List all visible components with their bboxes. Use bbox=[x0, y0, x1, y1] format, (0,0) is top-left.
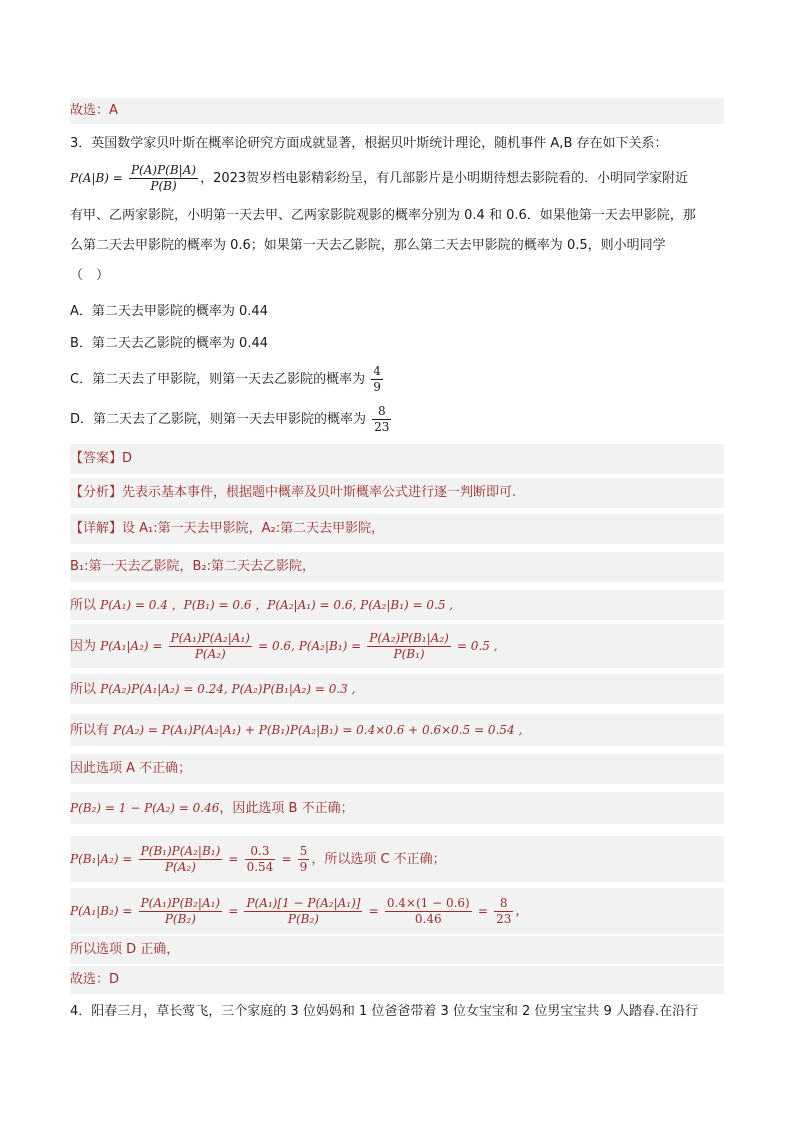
detail-line-9-num-3: 5 bbox=[299, 844, 308, 858]
q3-line3 bbox=[70, 206, 724, 226]
detail-line-8-math: P(B₂) = 1 − P(A₂) = 0.46 bbox=[70, 801, 220, 815]
detail-line-9-den-1: P(A₂) bbox=[164, 860, 196, 874]
detail-line-9-lhs: P(B₁|A₂) = bbox=[70, 852, 133, 866]
detail-line-4-den-1: P(A₂) bbox=[194, 647, 226, 661]
detail-line-3-math: P(A₁) = 0.4 ，P(B₁) = 0.6 ，P(A₂|A₁) = 0.6, P(A₂|B₁) = 0.5 , bbox=[100, 598, 454, 612]
bayes-formula-lhs: P(A|B) = bbox=[70, 171, 123, 185]
q3-line4-text: 么第二天去甲影院的概率为 0.6；如果第一天去乙影院，那么第二天去甲影院的概率为 0.5，则小明同学 bbox=[70, 238, 666, 253]
detail-line-11 bbox=[70, 936, 724, 964]
detail-line-9-num-2: 0.3 bbox=[245, 844, 276, 860]
detail-line-9 bbox=[70, 836, 724, 882]
detail-line-5-math: P(A₂)P(A₁|A₂) = 0.24, P(A₂)P(B₁|A₂) = 0.3 , bbox=[100, 682, 356, 696]
detail-line-10-den-4: 23 bbox=[496, 912, 512, 926]
q3-line2-text: ，2023贺岁档电影精彩纷呈，有几部影片是小明期待想去影院看的．小明同学家附近 bbox=[200, 171, 689, 186]
detail-line-4-fraction-1 bbox=[169, 631, 252, 662]
answer-value: D bbox=[122, 451, 133, 466]
detail-line-4 bbox=[70, 624, 724, 668]
option-b-text: B．第二天去乙影院的概率为 0.44 bbox=[70, 336, 268, 351]
q3-number: 3． bbox=[70, 136, 92, 151]
detail-line-10-fraction-1 bbox=[139, 896, 223, 927]
detail-line-10-den-2: P(B₂) bbox=[287, 912, 319, 926]
q4-number: 4． bbox=[70, 1004, 92, 1019]
option-c bbox=[70, 364, 724, 396]
detail-line-6-word: 所以有 bbox=[70, 723, 110, 738]
detail-line-8 bbox=[70, 792, 724, 824]
q4-text: 阳春三月，草长莺飞，三个家庭的 3 位妈妈和 1 位爸爸带着 3 位女宝宝和 2 位男宝宝共 9 人踏春.在沿行 bbox=[91, 1004, 699, 1019]
q3-intro-text: 英国数学家贝叶斯在概率论研究方面成就显著，根据贝叶斯统计理论，随机事件 A,B 存在如下关系： bbox=[91, 136, 668, 151]
detail-line-10-num-3: 0.4×(1 − 0.6) bbox=[386, 896, 470, 910]
q3-blank bbox=[70, 266, 724, 286]
q3-intro bbox=[70, 134, 724, 154]
detail-line-4-end: = 0.5 , bbox=[456, 639, 498, 653]
detail-line-10-den-3: 0.46 bbox=[414, 912, 442, 926]
detail-line-10-end: , bbox=[515, 904, 520, 919]
detail-line-10-fraction-4 bbox=[494, 896, 513, 927]
detail-line-4-num-2: P(A₂)P(B₁|A₂) bbox=[369, 631, 449, 645]
q3-formula-line bbox=[70, 160, 724, 196]
option-d-denominator: 23 bbox=[374, 420, 390, 434]
detail-line-9-eq-1: = bbox=[228, 852, 239, 866]
detail-line-1-text: 设 A₁:第一天去甲影院，A₂:第二天去甲影院， bbox=[122, 521, 385, 536]
detail-line-5-word: 所以 bbox=[70, 682, 97, 697]
detail-line-4-word: 因为 bbox=[70, 639, 97, 654]
option-c-text: C．第二天去了甲影院，则第一天去乙影院的概率为 bbox=[70, 372, 366, 387]
detail-line-4-lhs: P(A₁|A₂) = bbox=[100, 639, 163, 653]
detail-line-11-text: 所以选项 D 正确， bbox=[70, 942, 180, 957]
detail-line-12 bbox=[70, 966, 724, 994]
detail-line-5 bbox=[70, 674, 724, 704]
detail-line-3 bbox=[70, 590, 724, 620]
option-d-text: D．第二天去了乙影院，则第一天去甲影院的概率为 bbox=[70, 412, 367, 427]
q3-blank-text: （ ） bbox=[70, 268, 110, 283]
detail-line-10-fraction-2 bbox=[244, 896, 362, 927]
detail-line-10-lhs: P(A₁|B₂) = bbox=[70, 904, 133, 918]
prev-answer-text: 故选：A bbox=[70, 103, 118, 118]
detail-line-1 bbox=[70, 514, 724, 544]
detail-line-6-math: P(A₂) = P(A₁)P(A₂|A₁) + P(B₁)P(A₂|B₁) = 0.4×0.6 + 0.6×0.5 = 0.54 , bbox=[113, 723, 523, 737]
detail-line-10 bbox=[70, 888, 724, 934]
bayes-formula-fraction bbox=[129, 163, 198, 194]
analysis-text: 先表示基本事件，根据题中概率及贝叶斯概率公式进行逐一判断即可. bbox=[122, 485, 517, 500]
option-c-denominator: 9 bbox=[373, 380, 381, 394]
analysis-line bbox=[70, 478, 724, 508]
detail-line-4-fraction-2 bbox=[367, 631, 451, 662]
detail-line-9-num-1: P(B₁)P(A₂|B₁) bbox=[140, 844, 221, 858]
detail-line-6 bbox=[70, 714, 724, 746]
detail-line-10-num-4: 8 bbox=[494, 896, 513, 912]
final-answer-text: 故选：D bbox=[70, 972, 120, 987]
detail-line-9-text: ，所以选项 C 不正确； bbox=[311, 852, 446, 867]
q3-line3-text: 有甲、乙两家影院，小明第一天去甲、乙两家影院观影的概率分别为 0.4 和 0.6．如果他第一天去甲影院，那 bbox=[70, 208, 696, 223]
detail-line-4-mid: = 0.6, P(A₂|B₁) = bbox=[258, 639, 362, 653]
detail-line-2 bbox=[70, 552, 724, 582]
detail-line-7-text: 因此选项 A 不正确； bbox=[70, 761, 192, 776]
option-d-numerator: 8 bbox=[372, 404, 391, 420]
detail-line-8-text: ，因此选项 B 不正确； bbox=[219, 801, 354, 816]
answer-tag: 【答案】 bbox=[70, 451, 123, 466]
q4-line bbox=[70, 1002, 724, 1022]
detail-line-10-eq-2: = bbox=[368, 904, 379, 918]
detail-line-2-text: B₁:第一天去乙影院，B₂:第二天去乙影院， bbox=[70, 559, 316, 574]
option-d-fraction bbox=[372, 404, 391, 435]
detail-line-10-num-1: P(A₁)P(B₂|A₁) bbox=[140, 896, 221, 910]
detail-line-10-eq-3: = bbox=[477, 904, 488, 918]
detail-line-9-fraction-1 bbox=[139, 844, 223, 875]
detail-line-10-fraction-3 bbox=[385, 896, 472, 927]
detail-line-9-fraction-2 bbox=[245, 844, 276, 875]
detail-line-7 bbox=[70, 754, 724, 784]
option-b bbox=[70, 334, 724, 354]
option-a-text: A．第二天去甲影院的概率为 0.44 bbox=[70, 304, 268, 319]
analysis-tag: 【分析】 bbox=[70, 485, 123, 500]
option-d bbox=[70, 404, 724, 436]
detail-line-9-den-2: 0.54 bbox=[246, 860, 274, 874]
option-c-numerator: 4 bbox=[373, 364, 381, 378]
prev-answer-line bbox=[70, 98, 724, 124]
q3-line4 bbox=[70, 236, 724, 256]
bayes-denominator: P(B) bbox=[150, 179, 177, 193]
option-c-fraction bbox=[371, 364, 383, 395]
detail-line-10-eq-1: = bbox=[228, 904, 239, 918]
bayes-numerator: P(A)P(B|A) bbox=[130, 163, 197, 177]
detail-line-4-num-1: P(A₁)P(A₂|A₁) bbox=[170, 631, 250, 645]
detail-line-10-den-1: P(B₂) bbox=[164, 912, 196, 926]
detail-line-9-den-3: 9 bbox=[299, 860, 308, 874]
detail-line-9-eq-2: = bbox=[281, 852, 292, 866]
detail-tag: 【详解】 bbox=[70, 521, 123, 536]
detail-line-10-num-2: P(A₁)[1 − P(A₂|A₁)] bbox=[246, 896, 361, 910]
detail-line-9-fraction-3 bbox=[298, 844, 310, 875]
detail-line-3-word: 所以 bbox=[70, 598, 97, 613]
answer-line bbox=[70, 444, 724, 474]
detail-line-4-den-2: P(B₁) bbox=[393, 647, 425, 661]
option-a bbox=[70, 302, 724, 322]
